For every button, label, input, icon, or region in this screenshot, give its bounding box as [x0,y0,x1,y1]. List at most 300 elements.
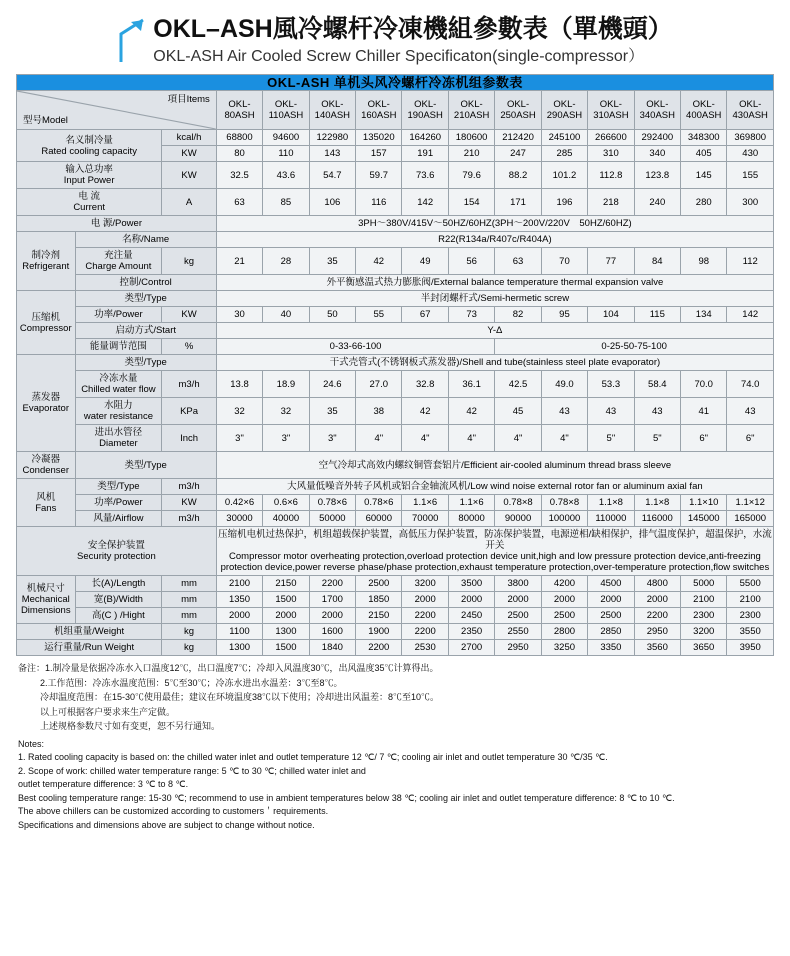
capacity-control-left: 0-33-66-100 [216,339,495,355]
compressor-power-11: 142 [727,307,774,323]
dimension-length-unit: mm [162,576,216,592]
dimension-width-1: 1500 [263,592,309,608]
compressor-group-cn: 压缩机 [31,311,61,323]
security-protection-label-en: Security protection [77,551,156,562]
condenser-type-value: 空气冷却式高效内螺纹铜管套铝片/Efficient air-cooled aluminum thread brass sleeve [216,452,773,479]
run-weight-8: 3350 [588,640,634,656]
refrigerant-charge-unit: kg [162,248,216,275]
dimension-width-6: 2000 [495,592,541,608]
rated-capacity-kw-8: 310 [588,146,634,162]
dimension-height-6: 2500 [495,608,541,624]
fans-power-9: 1.1×8 [634,495,680,511]
chilled-water-flow-0: 13.8 [216,371,262,398]
run-weight-10: 3650 [681,640,727,656]
refrigerant-charge-0: 21 [216,248,262,275]
row-fans-power [17,495,774,511]
chilled-water-flow-7: 49.0 [541,371,587,398]
unit-weight-2: 1600 [309,624,355,640]
row-current [17,189,774,216]
fans-power-4: 1.1×6 [402,495,448,511]
refrigerant-charge-1: 28 [263,248,309,275]
model-col-4: OKL-190ASH [402,91,448,130]
refrigerant-group-cn: 制冷剂 [31,250,61,261]
run-weight-2: 1840 [309,640,355,656]
current-unit: A [162,189,216,216]
model-col-2: OKL-140ASH [309,91,355,130]
pipe-diameter-cn: 进出水管径 [94,427,143,438]
rated-capacity-kw-5: 210 [448,146,494,162]
row-run-weight [17,640,774,656]
pipe-diameter-1: 3" [263,425,309,452]
fans-airflow-4: 70000 [402,511,448,527]
unit-weight-label: 机组重量/Weight [17,624,162,640]
model-col-1: OKL-110ASH [263,91,309,130]
rated-capacity-kw-7: 285 [541,146,587,162]
refrigerant-charge-10: 98 [681,248,727,275]
row-compressor-power [17,307,774,323]
row-input-power [17,162,774,189]
current-6: 171 [495,189,541,216]
compressor-power-10: 134 [681,307,727,323]
current-label [17,189,162,216]
model-col-7: OKL-290ASH [541,91,587,130]
condenser-group-label [17,452,76,479]
model-col-11: OKL-430ASH [727,91,774,130]
unit-weight-7: 2800 [541,624,587,640]
dimension-height-0: 2000 [216,608,262,624]
rated-capacity-kw-3: 157 [356,146,402,162]
pipe-diameter-8: 5" [588,425,634,452]
dimension-width-7: 2000 [541,592,587,608]
rated-capacity-kw-9: 340 [634,146,680,162]
security-protection-label-cn: 安全保护装置 [87,540,145,551]
fans-power-7: 0.78×8 [541,495,587,511]
compressor-start-value: Y-Δ [216,323,773,339]
row-compressor-start [17,323,774,339]
row-evaporator-type [17,355,774,371]
input-power-10: 145 [681,162,727,189]
chilled-water-flow-en: Chilled water flow [81,384,156,395]
note-en-1: 2. Scope of work: chilled water temperature range: 5 ℃ to 30 ℃; chilled water inlet and [18,765,366,776]
evaporator-group-en: Evaporator [22,403,69,414]
dimensions-group-en2: Dimensions [20,605,71,616]
rated-capacity-kcal-6: 212420 [495,130,541,146]
unit-weight-9: 2950 [634,624,680,640]
input-power-label-cn: 输入总功率 [65,164,113,175]
pipe-diameter-label [75,425,162,452]
fans-airflow-7: 100000 [541,511,587,527]
current-8: 218 [588,189,634,216]
fans-power-label: 功率/Power [75,495,162,511]
row-dimension-height [17,608,774,624]
compressor-start-label: 启动方式/Start [75,323,216,339]
condenser-group-en: Condenser [22,465,69,476]
rated-capacity-kw-11: 430 [727,146,774,162]
input-power-6: 88.2 [495,162,541,189]
dimension-length-1: 2150 [263,576,309,592]
rated-capacity-unit-kcal: kcal/h [162,130,216,146]
input-power-label-en: Input Power [63,175,115,186]
rated-capacity-kcal-4: 164260 [402,130,448,146]
dimensions-group-cn: 机械尺寸 [26,583,65,594]
rated-capacity-kw-10: 405 [681,146,727,162]
dimension-length-11: 5500 [727,576,774,592]
row-condenser-type [17,452,774,479]
fans-group-en: Fans [35,502,57,514]
water-resistance-5: 42 [448,398,494,425]
rated-capacity-kcal-5: 180600 [448,130,494,146]
rated-capacity-unit-kw: KW [162,146,216,162]
input-power-0: 32.5 [216,162,262,189]
compressor-group-en: Compressor [19,322,72,334]
dimension-width-9: 2000 [634,592,680,608]
chilled-water-flow-11: 74.0 [727,371,774,398]
compressor-power-3: 55 [356,307,402,323]
run-weight-6: 2950 [495,640,541,656]
compressor-power-0: 30 [216,307,262,323]
refrigerant-control-label: 控制/Control [75,275,216,291]
fans-power-11: 1.1×12 [727,495,774,511]
current-5: 154 [448,189,494,216]
dimension-height-9: 2200 [634,608,680,624]
pipe-diameter-3: 4" [356,425,402,452]
model-col-5: OKL-210ASH [448,91,494,130]
pipe-diameter-11: 6" [727,425,774,452]
dimension-width-11: 2100 [727,592,774,608]
unit-weight-1: 1300 [263,624,309,640]
row-water-resistance [17,398,774,425]
refrigerant-charge-11: 112 [727,248,774,275]
refrigerant-control-value: 外平衡感温式热力膨胀阀/External balance temperature thermal expansion valve [216,275,773,291]
chilled-water-flow-4: 32.8 [402,371,448,398]
current-9: 240 [634,189,680,216]
refrigerant-group-en: Refrigerant [22,261,70,272]
page-subtitle: OKL-ASH Air Cooled Screw Chiller Specificaton(single-compressor） [153,48,645,65]
row-power-supply [17,216,774,232]
capacity-control-unit: % [162,339,216,355]
run-weight-5: 2700 [448,640,494,656]
compressor-power-unit: KW [162,307,216,323]
current-3: 116 [356,189,402,216]
fans-power-8: 1.1×8 [588,495,634,511]
security-protection-label [17,527,217,576]
rated-capacity-label [17,130,162,162]
run-weight-4: 2530 [402,640,448,656]
compressor-power-9: 115 [634,307,680,323]
run-weight-0: 1300 [216,640,262,656]
run-weight-9: 3560 [634,640,680,656]
fans-power-6: 0.78×8 [495,495,541,511]
fans-group-label [17,479,76,527]
current-label-cn: 电 流 [78,191,100,202]
row-pipe-diameter [17,425,774,452]
fans-airflow-3: 60000 [356,511,402,527]
run-weight-unit: kg [162,640,216,656]
pipe-diameter-0: 3" [216,425,262,452]
model-col-8: OKL-310ASH [588,91,634,130]
input-power-1: 43.6 [263,162,309,189]
input-power-7: 101.2 [541,162,587,189]
refrigerant-charge-2: 35 [309,248,355,275]
run-weight-3: 2200 [356,640,402,656]
compressor-power-7: 95 [541,307,587,323]
dimension-length-5: 3500 [448,576,494,592]
input-power-11: 155 [727,162,774,189]
dimension-length-10: 5000 [681,576,727,592]
page-header [0,0,790,74]
rated-capacity-kcal-10: 348300 [681,130,727,146]
refrigerant-charge-label [75,248,162,275]
note-cn-4: 上述规格参数尺寸如有变更，恕不另行通知。 [40,721,221,731]
dimension-width-label: 宽(B)/Width [75,592,162,608]
dimension-length-0: 2100 [216,576,262,592]
fans-airflow-10: 145000 [681,511,727,527]
evaporator-group-cn: 蒸发器 [31,392,61,403]
rated-capacity-label-en: Rated cooling capacity [41,145,137,157]
dimension-height-4: 2200 [402,608,448,624]
rated-capacity-kcal-2: 122980 [309,130,355,146]
dimension-width-2: 1700 [309,592,355,608]
pipe-diameter-7: 4" [541,425,587,452]
dimension-length-9: 4800 [634,576,680,592]
security-protection-text [216,527,773,576]
corner-item-label: 項目Items [167,94,210,105]
rated-capacity-kcal-3: 135020 [356,130,402,146]
input-power-8: 112.8 [588,162,634,189]
compressor-type-label: 类型/Type [75,291,216,307]
water-resistance-en: water resistance [83,411,153,422]
refrigerant-charge-8: 77 [588,248,634,275]
unit-weight-4: 2200 [402,624,448,640]
chilled-water-flow-5: 36.1 [448,371,494,398]
rated-capacity-kcal-11: 369800 [727,130,774,146]
refrigerant-charge-5: 56 [448,248,494,275]
current-label-en: Current [73,202,105,213]
row-capacity-control [17,339,774,355]
model-col-6: OKL-250ASH [495,91,541,130]
water-resistance-2: 35 [309,398,355,425]
dimension-length-4: 3200 [402,576,448,592]
dimension-length-8: 4500 [588,576,634,592]
refrigerant-charge-7: 70 [541,248,587,275]
pipe-diameter-9: 5" [634,425,680,452]
table-header-row [17,91,774,130]
fans-power-1: 0.6×6 [263,495,309,511]
power-supply-label: 电 源/Power [17,216,217,232]
evaporator-group-label [17,355,76,452]
rated-capacity-kcal-8: 266600 [588,130,634,146]
corner-model-label: 型号Model [23,115,68,126]
rated-capacity-kw-1: 110 [263,146,309,162]
refrigerant-charge-6: 63 [495,248,541,275]
dimension-width-3: 1850 [356,592,402,608]
note-cn-3: 以上可根据客户要求来生产定做。 [40,706,176,717]
fans-power-0: 0.42×6 [216,495,262,511]
fans-airflow-11: 165000 [727,511,774,527]
row-refrigerant-control [17,275,774,291]
unit-weight-10: 3200 [681,624,727,640]
rated-capacity-kw-2: 143 [309,146,355,162]
input-power-9: 123.8 [634,162,680,189]
water-resistance-8: 43 [588,398,634,425]
compressor-power-1: 40 [263,307,309,323]
dimension-height-1: 2000 [263,608,309,624]
chilled-water-flow-10: 70.0 [681,371,727,398]
chilled-water-flow-8: 53.3 [588,371,634,398]
dimension-height-8: 2500 [588,608,634,624]
chilled-water-flow-cn: 冷冻水量 [99,373,138,384]
row-rated-capacity-kcal [17,130,774,146]
dimension-width-0: 1350 [216,592,262,608]
compressor-power-6: 82 [495,307,541,323]
water-resistance-cn: 水阻力 [104,400,133,411]
compressor-power-8: 104 [588,307,634,323]
rated-capacity-label-cn: 名义制冷量 [65,134,113,146]
arrow-logo-icon [117,18,151,64]
fans-power-unit: KW [162,495,216,511]
table-band-title: OKL-ASH 单机头风冷螺杆冷冻机组参数表 [17,75,774,91]
row-compressor-type [17,291,774,307]
water-resistance-7: 43 [541,398,587,425]
current-0: 63 [216,189,262,216]
chilled-water-flow-2: 24.6 [309,371,355,398]
rated-capacity-kcal-1: 94600 [263,130,309,146]
fans-airflow-1: 40000 [263,511,309,527]
spec-table [16,74,774,656]
input-power-5: 79.6 [448,162,494,189]
pipe-diameter-unit: Inch [162,425,216,452]
chilled-water-flow-9: 58.4 [634,371,680,398]
fans-power-3: 0.78×6 [356,495,402,511]
water-resistance-label [75,398,162,425]
fans-airflow-9: 116000 [634,511,680,527]
pipe-diameter-4: 4" [402,425,448,452]
rated-capacity-kcal-9: 292400 [634,130,680,146]
evaporator-type-value: 干式壳管式(不锈钢板式蒸发器)/Shell and tube(stainless steel plate evaporator) [216,355,773,371]
fans-power-2: 0.78×6 [309,495,355,511]
power-supply-value: 3PH～380V/415V～50HZ/60HZ(3PH～200V/220V 50HZ/60HZ) [216,216,773,232]
fans-power-10: 1.1×10 [681,495,727,511]
row-dimension-length [17,576,774,592]
rated-capacity-kw-4: 191 [402,146,448,162]
dimension-height-7: 2500 [541,608,587,624]
chilled-water-flow-6: 42.5 [495,371,541,398]
input-power-4: 73.6 [402,162,448,189]
water-resistance-3: 38 [356,398,402,425]
note-en-2: outlet temperature difference: 3 ℃ to 8 ℃. [18,779,189,789]
note-cn-1: 2.工作范围：冷冻水温度范围：5℃至30℃；冷冻水进出水温差：3℃至8℃。 [40,677,343,688]
dimension-height-10: 2300 [681,608,727,624]
dimensions-group-label [17,576,76,624]
note-en-0: 1. Rated cooling capacity is based on: the chilled water inlet and outlet temperature 12 ℃/ 7 ℃; cooling air inlet and outlet temperature 30 ℃/35 ℃. [18,752,608,762]
compressor-power-5: 73 [448,307,494,323]
note-en-4: The above chillers can be customized according to customers＇requirements. [18,806,329,816]
dimension-height-5: 2450 [448,608,494,624]
note-cn-2: 冷却温度范围：在15-30℃使用最佳；建议在环境温度38℃以下使用；冷却进出风温差：8℃至10℃。 [40,692,440,702]
pipe-diameter-6: 4" [495,425,541,452]
unit-weight-unit: kg [162,624,216,640]
fans-airflow-8: 110000 [588,511,634,527]
dimension-width-5: 2000 [448,592,494,608]
run-weight-1: 1500 [263,640,309,656]
dimension-length-label: 长(A)/Length [75,576,162,592]
fans-group-cn: 风机 [36,491,56,503]
page-title: OKL–ASH風冷螺杆冷凍機組參數表（單機頭） [153,15,673,43]
pipe-diameter-en: Diameter [99,438,138,449]
run-weight-11: 3950 [727,640,774,656]
input-power-unit: KW [162,162,216,189]
input-power-label [17,162,162,189]
table-band-row [17,75,774,91]
fans-type-label: 类型/Type [75,479,162,495]
dimension-length-7: 4200 [541,576,587,592]
fans-power-5: 1.1×6 [448,495,494,511]
dimension-height-11: 2300 [727,608,774,624]
current-2: 106 [309,189,355,216]
pipe-diameter-2: 3" [309,425,355,452]
unit-weight-0: 1100 [216,624,262,640]
notes-section [0,656,790,832]
dimensions-group-en1: Mechanical [21,594,70,605]
rated-capacity-kw-0: 80 [216,146,262,162]
refrigerant-charge-cn: 充注量 [104,250,133,261]
input-power-3: 59.7 [356,162,402,189]
current-1: 85 [263,189,309,216]
current-7: 196 [541,189,587,216]
row-fans-type [17,479,774,495]
refrigerant-charge-9: 84 [634,248,680,275]
row-security-protection [17,527,774,576]
compressor-power-label: 功率/Power [75,307,162,323]
fans-airflow-unit: m3/h [162,511,216,527]
compressor-group-label [17,291,76,355]
capacity-control-label: 能量调节范围 [75,339,162,355]
dimension-width-unit: mm [162,592,216,608]
note-en-5: Specifications and dimensions above are subject to change without notice. [18,819,315,830]
model-col-9: OKL-340ASH [634,91,680,130]
chilled-water-flow-3: 27.0 [356,371,402,398]
note-cn-0: 备注：1.制冷量是依据冷冻水入口温度12℃，出口温度7℃；冷却入风温度30℃，出风温度35℃计算得出。 [18,663,439,673]
condenser-group-cn: 冷凝器 [31,454,61,465]
fans-airflow-2: 50000 [309,511,355,527]
fans-type-value: 大风量低噪音外转子风机或铝合金轴流风机/Low wind noise external rotor fan or aluminum axial fan [216,479,773,495]
dimension-width-8: 2000 [588,592,634,608]
condenser-type-label: 类型/Type [75,452,216,479]
fans-airflow-label: 风量/Airflow [75,511,162,527]
unit-weight-5: 2350 [448,624,494,640]
rated-capacity-kcal-7: 245100 [541,130,587,146]
fans-airflow-5: 80000 [448,511,494,527]
water-resistance-4: 42 [402,398,448,425]
water-resistance-0: 32 [216,398,262,425]
spec-table-wrapper [0,74,790,656]
dimension-length-3: 2500 [356,576,402,592]
water-resistance-10: 41 [681,398,727,425]
model-col-10: OKL-400ASH [681,91,727,130]
row-fans-airflow [17,511,774,527]
refrigerant-name-label: 名称/Name [75,232,216,248]
refrigerant-charge-en: Charge Amount [85,261,152,272]
dimension-height-3: 2150 [356,608,402,624]
row-unit-weight [17,624,774,640]
row-dimension-width [17,592,774,608]
refrigerant-charge-4: 49 [402,248,448,275]
dimension-height-2: 2000 [309,608,355,624]
fans-type-unit: m3/h [162,479,216,495]
current-4: 142 [402,189,448,216]
dimension-height-unit: mm [162,608,216,624]
note-en-3: Best cooling temperature range: 15-30 ℃; recommend to use in ambient temperatures below 38 ℃; cooling air inlet and outlet temperature difference: 8 ℃ to 10 ℃. [18,792,675,803]
